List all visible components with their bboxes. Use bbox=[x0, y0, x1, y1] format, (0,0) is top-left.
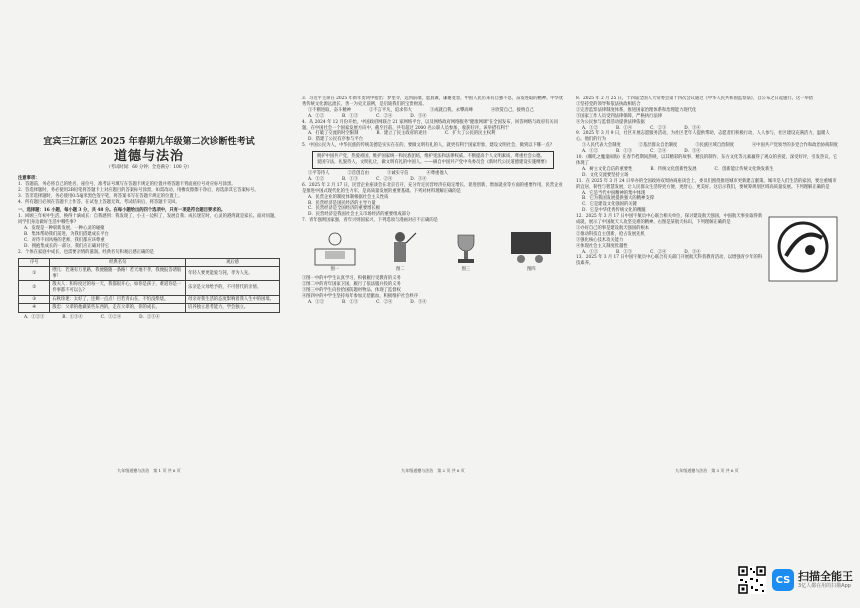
q2-option-c: C．①②④ bbox=[100, 314, 122, 320]
q8-item: ④为公民参与监督活动提供法律依据 bbox=[576, 119, 645, 125]
q12-option-c: C．②④ bbox=[650, 249, 667, 255]
question-7: 7．青年强则国家强，青年兴则国家兴，下列选项与漫画对应不正确的是 bbox=[302, 218, 438, 224]
q11-option-d: D．它是中华优秀传统文化的精髓 bbox=[582, 208, 646, 214]
table-header: 观后感 bbox=[186, 258, 280, 267]
question-11: 11．在 2025 年 3 月 24 日举办的全国政协双周协商座谈会上，委员们围绕推进城市更新建言献策。城市是人们生活的家园，要注重城市的宜居、韧性与智慧发展，让人民群众生活得更方便、更舒心、更美好。这启示我们，要统筹规划区域高质量发展。下列理解正确的是 bbox=[576, 178, 837, 190]
q1-option-b: B．集体帮助我们前进，为我们搭建成长平台 bbox=[24, 232, 109, 238]
cartoon-row bbox=[302, 227, 564, 273]
q8-option-c: C．②③ bbox=[650, 125, 667, 131]
q3-option-d: D．③④ bbox=[410, 113, 427, 119]
table-header: 序号 bbox=[19, 258, 50, 267]
page-footer: 九年级道德与法治 第 2 页 共 6 页 bbox=[401, 468, 465, 474]
table-row bbox=[19, 267, 280, 281]
exam-page-3 bbox=[576, 96, 838, 474]
question-8: 8．2025 年 2 月 25 日，十四届全国人大常委会第十四次会议通过《中华人民共和国监察法》，自公布之日起施行。这一举措 bbox=[576, 96, 814, 101]
exam-title: 宜宾三江新区 2025 年春期九年级第二次诊断性考试 bbox=[43, 137, 255, 147]
table-cell: ① bbox=[19, 267, 50, 281]
quote-box: 拥护中国共产党，热爱祖国，维护国家统一和民族团结，维护宪法和法律权威。不断提高个人文明素质，尊重社会公德。爱国守法，礼貌待人，文明礼让，做文明有礼的中国人。——摘自中国共产党中央委员会《新时代公民道德建设实施纲要》 bbox=[312, 151, 554, 169]
q12-option-b: B．①③ bbox=[616, 249, 633, 255]
note-2: 2．答选择题时，务必使用2B铅笔将答题卡上对应题目的答案标号涂黑，如需改动，用橡皮擦擦干净后，再选涂其它答案标号。 bbox=[18, 187, 259, 193]
exam-page-1 bbox=[18, 96, 280, 474]
q7-item: ①图一中的中学生认真学习，积极履行受教育的义务 bbox=[302, 276, 401, 282]
note-3: 3．答非选择题时，务必使用0.5毫米黑色签字笔，将答案书写在答题卡规定的位置上。 bbox=[18, 193, 183, 199]
q9-option-d: D．③④ bbox=[684, 149, 701, 155]
camscanner-watermark bbox=[738, 566, 853, 594]
q2-option-d: D．②③④ bbox=[139, 314, 160, 320]
brand-tagline: 3亿人都在用的扫描App bbox=[798, 583, 851, 589]
q3-item: ④欣赏自己，接纳自己 bbox=[490, 107, 534, 113]
q12-option-d: D．③④ bbox=[684, 249, 701, 255]
cartoon-1 bbox=[311, 229, 359, 273]
q4-option-c: C．扩大了公民的民主权利 bbox=[444, 131, 496, 137]
q10-option-d: D．文化交流要坚持立场 bbox=[582, 172, 629, 178]
q4-options bbox=[302, 131, 564, 143]
q5-option-d: D．③④ bbox=[410, 176, 427, 182]
table-row bbox=[19, 295, 280, 304]
question-1: 1．回顾三年初中生活，换得十滴成长：自我感到：我发现了，小王一边积了，发展自我；成长迷茫时，心灵的港湾就是家长。面对问题，同学们身边做好生活中哪些事? bbox=[18, 214, 279, 226]
exam-page-2 bbox=[302, 96, 564, 474]
q3-option-c: C．②④ bbox=[376, 113, 393, 119]
page-footer: 九年级道德与法治 第 3 页 共 6 页 bbox=[675, 468, 739, 474]
q3-option-b: B．①③ bbox=[342, 113, 359, 119]
table-cell: ② bbox=[19, 281, 50, 295]
q1-option-c: C．对待不同风格的老师，我们都应该尊重 bbox=[24, 237, 105, 243]
question-9: 9．2025 年 3 月 9 日，社区开展志愿服务活动，为社区老年人提供帮助，志愿者们积极行动，人人参与，社区建设充满活力，温暖人心。他们的行为 bbox=[576, 131, 830, 143]
q12-item: ②推动科技自主创新，抢占发展先机 bbox=[576, 231, 645, 237]
q3-option-a: A．①② bbox=[308, 113, 324, 119]
q5-item: ②首创自由 bbox=[347, 170, 369, 176]
q12-item: ③强化核心技术攻关能力 bbox=[576, 237, 624, 243]
table-cell: 石秋珍迷：太好了，还剩一点点！目若青山在，不怕没柴烧。 bbox=[50, 295, 186, 304]
aerospace-emblem-image bbox=[768, 216, 838, 282]
table-cell: 母亲对我生活的态度影响着我人生中的困境。 bbox=[186, 295, 280, 304]
q4-option-a: A．打破了交流的时空限制 bbox=[308, 131, 359, 137]
q8-item: ①坚持党的领导和依法执政相结合 bbox=[576, 101, 641, 107]
soldier-image bbox=[378, 229, 422, 267]
q4-option-b: B．建立了民主政府的途径 bbox=[376, 131, 427, 137]
q7-item: ④图四中的中学生坚持每年参加无偿献血，积极维护社会秩序 bbox=[302, 293, 419, 299]
quotes-table bbox=[18, 258, 280, 313]
section-heading: 一、选择题：16 小题，每小题 3 分，共 48 分。在每小题给出的四个选项中，只有一项是符合题目要求的。 bbox=[18, 208, 226, 214]
q5-item: ④尊重他人 bbox=[426, 170, 448, 176]
q9-item: ④中国共产党领导的多党合作和政治协商制度 bbox=[752, 143, 838, 149]
question-5: 5．中国公民为人，中华民族的传统美德是实实在在的，要做文明有礼的人，就更有利于国家形象，建设文明社会，做到以下哪一点? bbox=[302, 143, 552, 149]
q1-option-a: A．发现是一种崭新发展，一种心灵的碰撞 bbox=[24, 226, 105, 232]
q12-option-a: A．①② bbox=[582, 249, 598, 255]
q8-item: ③国家工作人员受到法律保障，严格执行法律 bbox=[576, 113, 662, 119]
table-cell: 殷忠：父辈的他做某些东西的，走在父辈的，你的成长。 bbox=[50, 304, 186, 313]
question-3: 3．习近平主席在 2025 年新年贺词中指出：梦里寻，远到前端，愿真诚，谦谢宽容，中国人民历来有自强不息，奋发进取的精神。中华优秀传统文化源远流长，善一为史无前例，是启迪我们的宝贵财富。 bbox=[302, 96, 564, 107]
q1-option-d: D．拥抱集成长的一部分，我们应正确对待它 bbox=[24, 243, 110, 249]
cartoon-4 bbox=[507, 229, 555, 273]
camscanner-logo-icon: CS bbox=[772, 569, 794, 591]
q5-option-a: A．①② bbox=[308, 176, 324, 182]
q5-item: ③诚实守信 bbox=[386, 170, 409, 176]
q5-option-b: B．①③ bbox=[342, 176, 359, 182]
q6-option-a: A．民营企业的制度体制根据社会主义性质 bbox=[308, 194, 389, 200]
q8-option-d: D．③④ bbox=[684, 125, 701, 131]
q2-options bbox=[18, 315, 280, 321]
q10-option-a: A．树立文化自信的重要性 bbox=[582, 166, 633, 172]
notes-heading: 注意事项： bbox=[18, 175, 40, 181]
q5-item: ①平等待人 bbox=[308, 170, 330, 176]
brand-name: 扫描全能王 bbox=[798, 570, 853, 583]
q7-option-a: A．①② bbox=[308, 299, 324, 305]
table-cell: ③ bbox=[19, 295, 50, 304]
q2-option-a: A．①②③ bbox=[24, 314, 45, 320]
q7-options bbox=[302, 300, 564, 306]
table-cell: 年轻人要更能爱与钝，孝为人先。 bbox=[186, 267, 280, 281]
q6-option-d: D．民营经济是我国社会主义市场经济的重要组成部分 bbox=[308, 212, 411, 218]
table-cell: 培养独立思考能力，学会独立。 bbox=[186, 304, 280, 313]
table-cell: ④ bbox=[19, 304, 50, 313]
q9-option-c: C．②④ bbox=[650, 149, 667, 155]
q8-option-a: A．①② bbox=[582, 125, 598, 131]
trophy-image bbox=[444, 229, 488, 267]
q4-option-d: D．搭建了公民有序参与平台 bbox=[308, 137, 364, 143]
question-13: 13．2025 年 3 月 17 日中国宇航员中心联合有关部门开展航天科普教育活动，以增强青少年的科技素养。 bbox=[576, 255, 763, 267]
subject-title: 道德与法治 bbox=[113, 149, 184, 164]
q11-option-b: B．它为我国发展提供强大的精神支撑 bbox=[582, 196, 654, 202]
table-cell: 嘿儿：若遇有万里路，我便随随一条路！若天地不孝，我便报答诸般事！ bbox=[50, 267, 186, 281]
q6-option-b: B．民营经济是国民经济的主导力量 bbox=[308, 200, 376, 206]
q9-item: ①人民代表大会制度 bbox=[582, 143, 621, 149]
note-1: 1．答题前，务必将自己的姓名、座位号、准考证号填写在答题卡规定的位置并将答题卡背面座位号对应标号涂黑。 bbox=[18, 181, 236, 187]
table-header: 经典名句 bbox=[50, 258, 186, 267]
qr-code-icon bbox=[738, 566, 766, 594]
cartoon-caption: 图三 bbox=[461, 267, 471, 273]
cartoon-2 bbox=[376, 229, 424, 273]
q5-option-c: C．②④ bbox=[376, 176, 393, 182]
question-6: 6．2025 年 2 月 17 日，民营企业座谈会在北京召开，充分肯定民营经济在稳定增长、促进创新、增加就业等方面的重要作用，民营企业是推进中国式现代化的生力军，是高质量发展的重要基础。下列对材料理解正确的是 bbox=[302, 182, 563, 194]
q10-option-b: B．传统文化创新性发展 bbox=[650, 166, 697, 172]
cartoon-3 bbox=[442, 229, 490, 273]
q10-options bbox=[576, 167, 838, 179]
cartoon-caption: 图二 bbox=[395, 267, 405, 273]
question-4: 4．从 2024 年 12 月份开始，中国政府网联合 21 家网络平台，以及网络政府网络服务"健康网课"在全国发布，回答网络与政府有关问题，在中国社会一个国家发展方向中，截至目前，共有超过 2000 名公职人员参加，收获好评。该举措有利于 bbox=[302, 119, 558, 131]
q7-option-b: B．①③ bbox=[342, 299, 359, 305]
q7-item: ②图二中的青年国家卫国，履行了依法服兵役的义务 bbox=[302, 282, 401, 288]
question-10: 10．《哪吒之魔童闹海》在春节档期间热映，以其精彩的故事、精良的制作、东方文化等元素赢得了观众的喜爱，深受好评，引发热议，它体现了 bbox=[576, 155, 838, 166]
q9-item: ③民族区域自治制度 bbox=[695, 143, 735, 149]
blackboard-image bbox=[509, 229, 553, 267]
q7-item: ③图三中的学生向捡拾国防题材物品，体现了监督权 bbox=[302, 287, 401, 293]
student-reading-image bbox=[313, 229, 357, 267]
q3-item: ③成就自我，永攀高峰 bbox=[429, 107, 473, 113]
q9-item: ②基层群众自治制度 bbox=[638, 143, 678, 149]
cartoon-caption: 图一 bbox=[330, 267, 340, 273]
q7-option-d: D．③④ bbox=[410, 299, 427, 305]
q6-option-c: C．民营经济是全国经济的重要增长极 bbox=[308, 206, 381, 212]
q8-option-b: B．①④ bbox=[616, 125, 633, 131]
table-row bbox=[19, 304, 280, 313]
q3-item: ①不断进取，奋斗精神 bbox=[308, 107, 351, 113]
note-4: 4．所有题目必须在答题卡上作答，在试卷上答题无效。考试结束后，将答题卡交回。 bbox=[18, 199, 180, 205]
q9-option-a: A．①② bbox=[582, 149, 598, 155]
table-cell: 殷夫人：和你度过的每一天，我都很开心，如你是孩子，难道你是一件事都不可以么? bbox=[50, 281, 186, 295]
table-row bbox=[19, 281, 280, 295]
table-cell: 乐亲是父母给予的，不可替代的亲情。 bbox=[186, 281, 280, 295]
page-footer: 九年级道德与法治 第 1 页 共 6 页 bbox=[117, 468, 181, 474]
q10-option-c: C．创新能让传统文化焕发新生 bbox=[714, 166, 774, 172]
q12-item: ④体现社会主义制度优越性 bbox=[576, 243, 628, 249]
q12-item: ①办好自己的事是建设航天强国的根本 bbox=[576, 225, 650, 231]
q11-option-a: A．它是当代中国精神的集中体现 bbox=[582, 190, 646, 196]
question-2: 2．个体在家庭中成长，也需要亲情的滋润。经典名句和观后感正确的是 bbox=[18, 249, 154, 255]
q3-item: ②不言平凡，追求伟大 bbox=[368, 107, 412, 113]
exam-subtitle: （考试时间：60 分钟；全卷满分：100 分） bbox=[106, 165, 192, 170]
q2-option-b: B．①③④ bbox=[62, 314, 83, 320]
q8-item: ②完善监察法律制度体系，推进国家治理体系和治理能力现代化 bbox=[576, 107, 697, 113]
q7-option-c: C．②④ bbox=[376, 299, 393, 305]
q9-option-b: B．①③ bbox=[616, 149, 633, 155]
cartoon-caption: 图四 bbox=[526, 267, 536, 273]
question-12: 12．2025 年 3 月 17 日中国宇航员中心联合相关单位，探讨建设航天强国，中国航天事业取得新成就，展示了中国航天人攻坚克难的精神。右图是某航天标识，下列理解正确的是 bbox=[576, 214, 763, 226]
q11-option-c: C．它是建设文化强国的关键 bbox=[582, 202, 637, 208]
